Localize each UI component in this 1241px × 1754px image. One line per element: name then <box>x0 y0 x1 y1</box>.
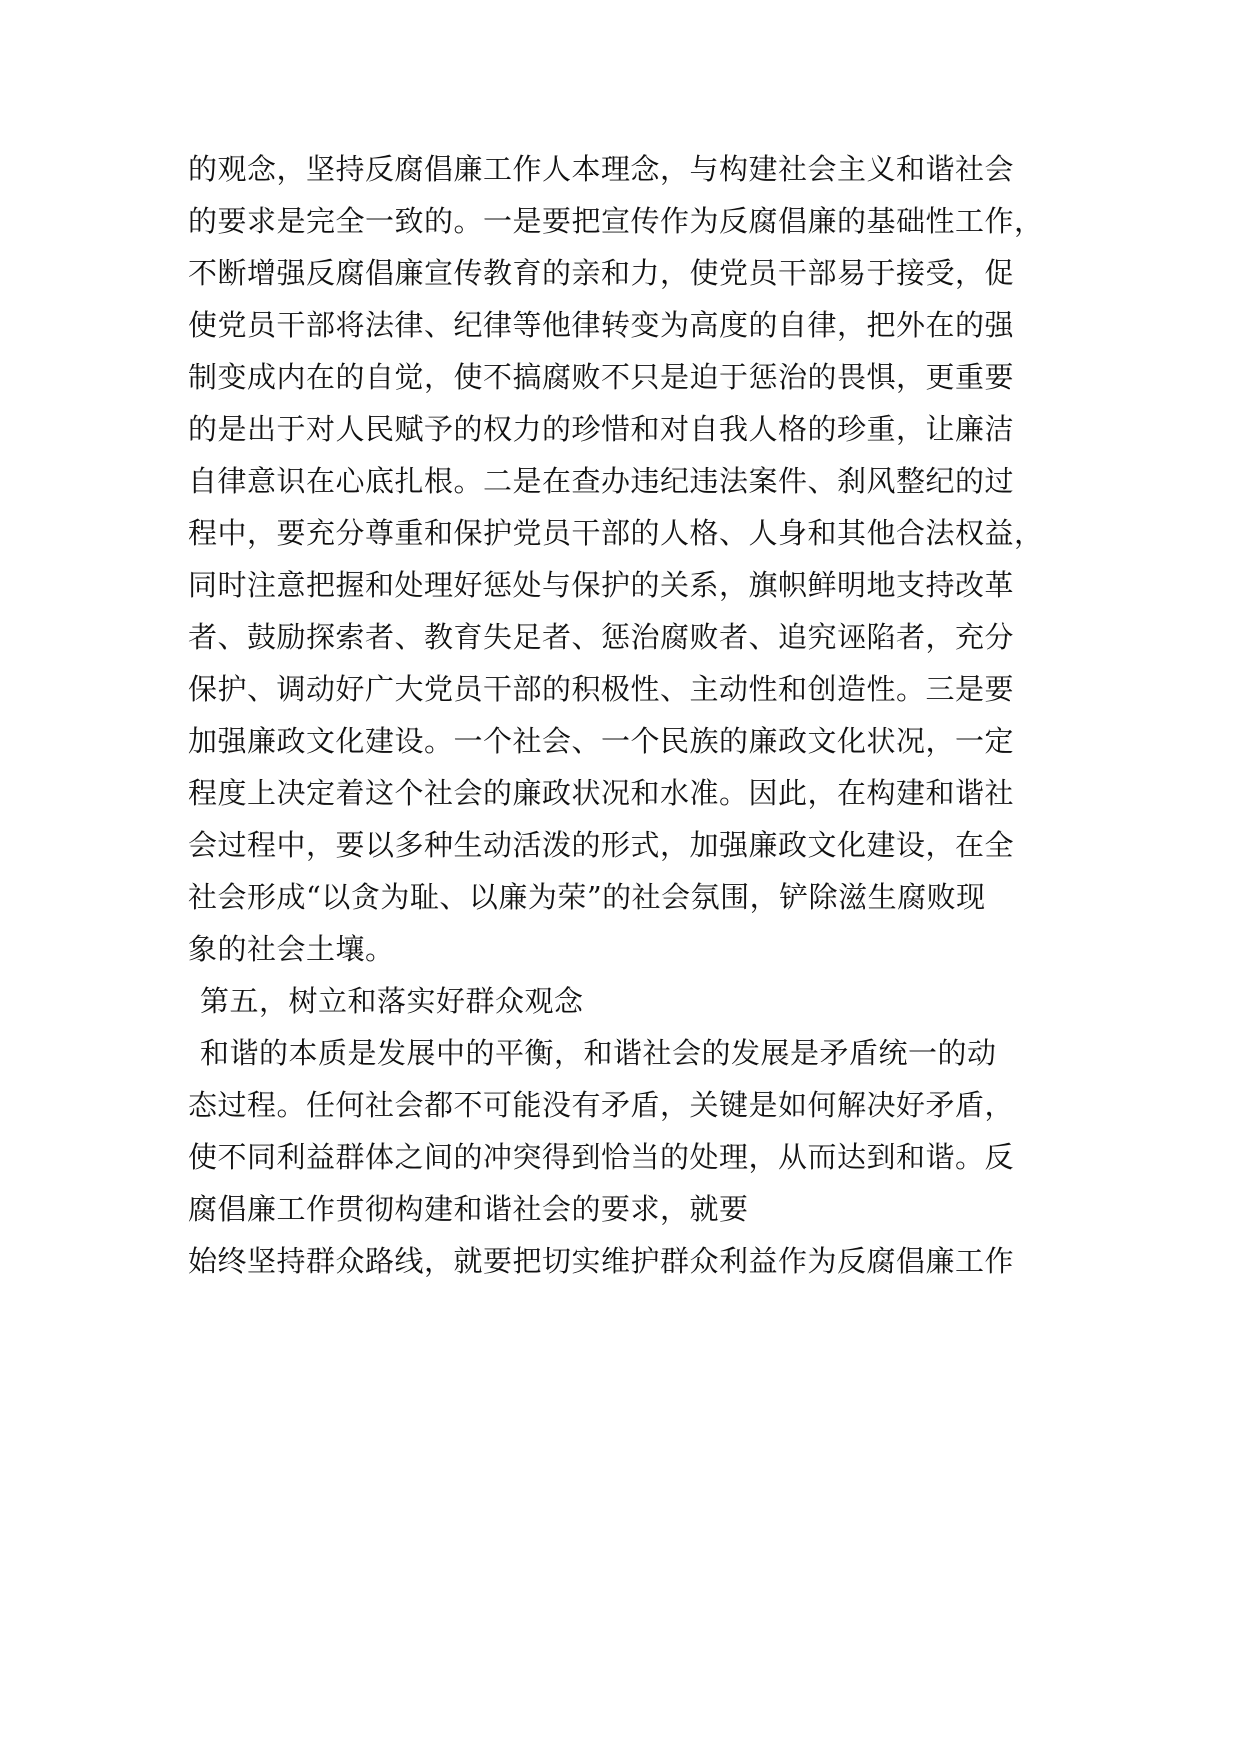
body-text-line: 加强廉政文化建设。一个社会、一个民族的廉政文化状况，一定 <box>188 724 1015 758</box>
body-text-line: 保护、调动好广大党员干部的积极性、主动性和创造性。三是要 <box>188 672 1015 706</box>
body-text-line: 的是出于对人民赋予的权力的珍惜和对自我人格的珍重，让廉洁 <box>188 412 1015 446</box>
body-text-line: 始终坚持群众路线，就要把切实维护群众利益作为反腐倡廉工作 <box>188 1244 1015 1278</box>
body-text-line: 程中，要充分尊重和保护党员干部的人格、人身和其他合法权益， <box>188 516 1044 550</box>
body-text-line: 制变成内在的自觉，使不搞腐败不只是迫于惩治的畏惧，更重要 <box>188 360 1015 394</box>
body-text-line: 和谐的本质是发展中的平衡，和谐社会的发展是矛盾统一的动 <box>200 1036 997 1070</box>
body-text-line: 社会形成“以贪为耻、以廉为荣”的社会氛围，铲除滋生腐败现 <box>188 880 986 914</box>
body-text-line: 态过程。任何社会都不可能没有矛盾，关键是如何解决好矛盾， <box>188 1088 1015 1122</box>
body-text-line: 自律意识在心底扎根。二是在查办违纪违法案件、刹风整纪的过 <box>188 464 1015 498</box>
body-text-line: 同时注意把握和处理好惩处与保护的关系，旗帜鲜明地支持改革 <box>188 568 1015 602</box>
body-text-line: 者、鼓励探索者、教育失足者、惩治腐败者、追究诬陷者，充分 <box>188 620 1015 654</box>
body-text-line: 使不同利益群体之间的冲突得到恰当的处理，从而达到和谐。反 <box>188 1140 1015 1174</box>
body-text-line: 程度上决定着这个社会的廉政状况和水准。因此，在构建和谐社 <box>188 776 1015 810</box>
body-text-line: 不断增强反腐倡廉宣传教育的亲和力，使党员干部易于接受，促 <box>188 256 1015 290</box>
body-text-line: 的观念，坚持反腐倡廉工作人本理念，与构建社会主义和谐社会 <box>188 152 1015 186</box>
body-text-line: 会过程中，要以多种生动活泼的形式，加强廉政文化建设，在全 <box>188 828 1015 862</box>
section-heading: 第五，树立和落实好群众观念 <box>200 984 584 1018</box>
body-text-line: 使党员干部将法律、纪律等他律转变为高度的自律，把外在的强 <box>188 308 1015 342</box>
body-text-line: 象的社会土壤。 <box>188 932 395 966</box>
body-text-line: 的要求是完全一致的。一是要把宣传作为反腐倡廉的基础性工作， <box>188 204 1044 238</box>
body-text-line: 腐倡廉工作贯彻构建和谐社会的要求，就要 <box>188 1192 749 1226</box>
